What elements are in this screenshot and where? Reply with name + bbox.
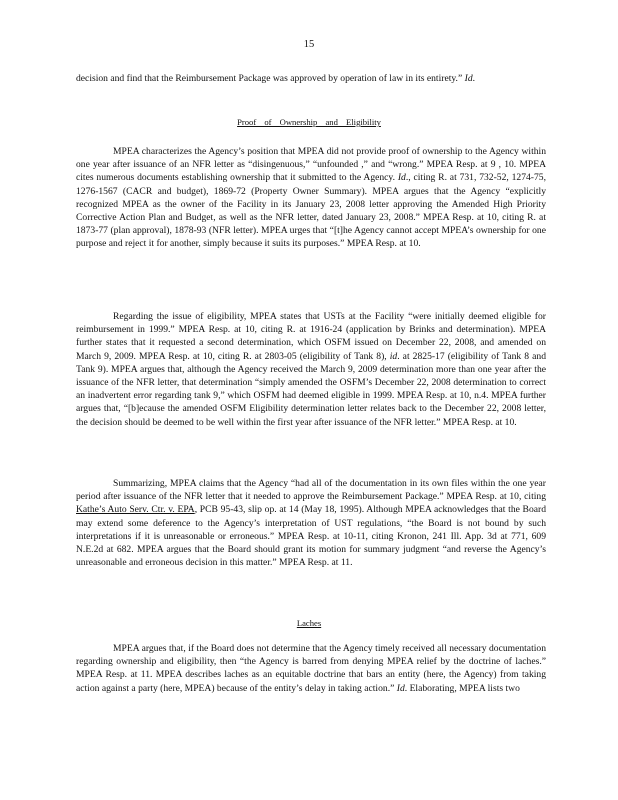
paragraph-text: MPEA argues that, if the Board does not determine that the Agency timely received all necessary documentation regarding ownership and eligibility, then “the Agency is barred from denying MPEA relief by the doctrine of laches.” MPEA Resp. at 11. MPEA describes laches as an equitable doctrine that bars an entity (here, the Agency) from taking action against a party (here, MPEA) because of the entity’s delay in taking action.” [76, 643, 546, 694]
paragraph-text: . at 2825-17 (eligibility of Tank 8 and Tank 9). MPEA argues that, although the Agency received the March 9, 2009 determination more than one year after the issuance of the NFR letter, that determination “simply amended the OSFM’s December 22, 2008 determination to correct an inadvertent error regarding tank 9,” which OSFM had deemed eligible in 1999. MPEA Resp. at 10, n.4. MPEA further argues that, “[b]ecause the amended OSFM Eligibility determination letter relates back to the December 22, 2008 letter, the decision should be deemed to be well within the first year after issuance of the NFR letter.” MPEA Resp. at 10. [76, 350, 546, 428]
paragraph-intro: decision and find that the Reimbursement Package was approved by operation of law in its entirety.” Id. [76, 73, 476, 84]
paragraph-text: Regarding the issue of eligibility, MPEA states that USTs at the Facility “were initially deemed eligible for reimbursement in 1999.” MPEA Resp. at 10, citing R. at 1916-24 (application by Brinks and determination). MPEA further states that it requested a second determination, which OSFM issued on December 22, 2008, and amended on March 9, 2009. MPEA Resp. at 10, citing R. at 2803-05 (eligibility of Tank 8), [76, 311, 546, 362]
case-citation: Kathe’s Auto Serv. Ctr. v. EPA [76, 504, 195, 516]
paragraph-text: . Elaborating, MPEA lists two [404, 682, 520, 694]
citation-id: Id [464, 73, 473, 84]
paragraph-summary [76, 477, 546, 569]
page-number: 15 [303, 39, 315, 50]
paragraph-eligibility [76, 310, 546, 429]
citation-id: id [389, 350, 398, 362]
paragraph-text: MPEA characterizes the Agency’s position that MPEA did not provide proof of ownership to the Agency within one year after issuance of an NFR letter as “disingenuous,” “unfounded ,” and “wrong.” MPEA Resp. at 9 , 10. MPEA cites numerous documents establishing ownership that it submitted to the Agency. [76, 146, 546, 184]
paragraph-text: , PCB 95-43, slip op. at 14 (May 18, 1995). Although MPEA acknowledges that the Board may extend some deference to the Agency’s interpretation of UST regulations, “the Board is not bound by such interpretations if it is unreasonable or erroneous.” MPEA Resp. at 10-11, citing Kronon, 241 Ill. App. 3d at 771, 609 N.E.2d at 682. MPEA argues that the Board should grant its motion for summary judgment “and reverse the Agency’s unreasonable and erroneous decision in this matter.” MPEA Resp. at 11. [76, 504, 547, 569]
section-heading-ownership: Proof of Ownership and Eligibility [237, 117, 381, 127]
paragraph-laches [76, 642, 546, 695]
section-heading-laches: Laches [296, 618, 322, 628]
citation-id: Id [396, 682, 405, 694]
paragraph-ownership [76, 145, 546, 251]
paragraph-text: decision and find that the Reimbursement Package was approved by operation of law in its entirety.” [76, 73, 463, 84]
paragraph-text: Summarizing, MPEA claims that the Agency “had all of the documentation in its own files within the one year period after issuance of the NFR letter that it needed to approve the Reimbursement Package.” MPEA Resp. at 10, citing [76, 478, 546, 503]
paragraph-text: ., citing R. at 731, 732-52, 1274-75, 1276-1567 (CACR and budget), 1869-72 (Property Owner Summary). MPEA argues that the Agency “explicitly recognized MPEA as the owner of the Facility in its January 23, 2008 letter approving the Amended High Priority Corrective Action Plan and Budget, as well as the NFR letter, dated January 23, 2008.” MPEA Resp. at 10, citing R. at 1873-77 (plan approval), 1878-93 (NFR letter). MPEA urges that “[t]he Agency cannot accept MPEA’s ownership for one purpose and reject it for another, simply because it suits its purposes.” MPEA Resp. at 10. [76, 172, 546, 250]
citation-id: Id [397, 172, 406, 184]
